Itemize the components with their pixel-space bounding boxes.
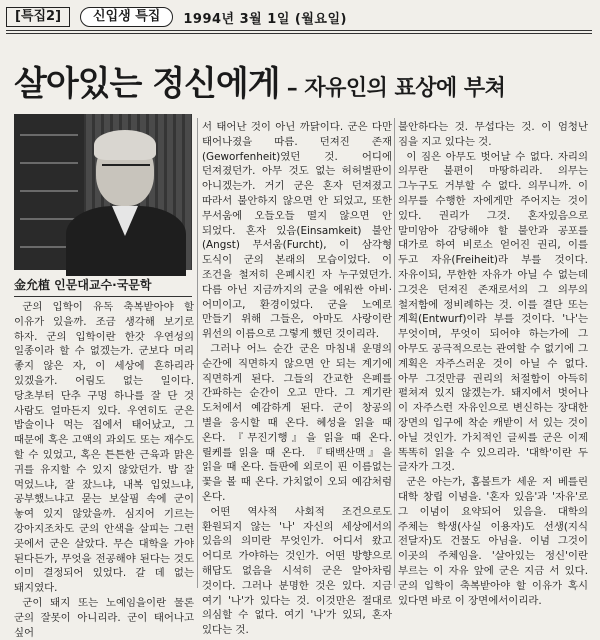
article-column-3 xyxy=(398,120,588,607)
paragraph: 어떤 역사적 사회적 조건으로도 환원되지 않는 '나' 자신의 세상에서의 있음의 의미란 무엇인가. 어디서 왔고 어디로 가야하는 것인가. 어떤 방향으로 해답도 없음을 시석히 군은 알아차림 것이다. 그러나 분명한 것은 있다. 지금 여기 '나'가 있다는 것. 이것만은 절대로 의심할 수 없다. 여기 '나'가 있되, 혼자 있다는 것. xyxy=(202,505,392,637)
section-label: [특집2] xyxy=(6,7,70,27)
author-photo xyxy=(14,114,192,270)
paragraph: 군은 아는가, 홈볼트가 세운 저 베를린 대학 창립 이념을. '혼자 있음'과 '자유'로 그 이념이 요약되어 있음을. 대학의 주체는 학생(사실 이용자)도 선생(지식 전달자)도 건물도 아님을. 이념 그것이 이곳의 주체임을. '살아있는 정신'이란 부르는 이 자유 앞에 군은 지금 서 있다. 군의 입학이 축복받아야 할 이유가 혹시 있다면 바로 이 장면에서이리라. xyxy=(398,476,588,607)
header-rule-double xyxy=(6,33,592,34)
column-divider xyxy=(197,118,198,588)
headline-main: 살아있는 정신에게 xyxy=(14,64,280,104)
paragraph: 그러나 어느 순간 군은 마침내 운명의 순간에 직면하지 않으면 안 되는 계기에 직면하게 된다. 그들의 간교한 은폐를 간파하는 순간이 오고 만다. 그 계기란 도처에서 예감하게 된다. 군이 창공의 별을 응시할 때 온다. 혜성을 읽을 때 온다. 『무진기행』을 읽을 때 온다. 릴케를 읽을 때 온다. 『태백산맥』을 읽을 때 온다. 들판에 외로이 핀 이름없는 꽃을 볼 때 온다. 가치없이 오되 예감처럼 온다. xyxy=(202,342,392,503)
article-column-2 xyxy=(202,120,392,637)
page-header xyxy=(6,6,347,28)
article-column-1 xyxy=(14,300,194,639)
paragraph: 군의 입학이 유독 축복받아야 할 이유가 있을까. 조금 생각해 보기로 하자. 군의 입학이란 한갓 우연성의 일종이라 할 수 없겠는가. 군보다 머리 좋지 않은 자, 이 세상에 흔하리라 있겠을가. 어림도 없는 일이다. 당초부터 단추 구멍 하나를 잘 단 것 사람도 얼마든지 있다. 우연히도 군은 밥술이나 먹는 집에서 태어났고, 그 때문에 혹은 고액의 과외도 또는 재수도 할 수 있었고, 혹은 튼튼한 근육과 맑은 귀를 유지할 수 있지 않았던가. 밥 잘 먹었느냐, 잘 잤느냐, 내복 입었느냐, 공부했느냐고 묻는 보살핌 속에 군이 놓여 있지 않았을까. 심지어 기르는 강아지조차도 군의 안색을 살피는 그런 곳에서 군은 살았다. 무슨 대학을 가야 된다든가, 무엇을 전공해야 된다는 것도 이미 결정되어 있었다. 갈 데 없는 돼지였다. xyxy=(14,301,194,595)
headline-sub: – 자유인의 표상에 부쳐 xyxy=(286,75,506,101)
paragraph: 서 태어난 것이 아닌 까닭이다. 군은 다만 태어나졌을 따름. 던져진 존재(Geworfenheit)였던 것. 어디에 던져졌던가. 아무 것도 없는 허허벌판이 아니겠는가. 거기 군은 혼자 던져졌고 따라서 불안하지 않으면 안 되었고, 또한 무서움에 오들오들 떨지 않으면 안 되었다. 혼자 있음(Einsamkeit) 불안(Angst) 무서움(Furcht), 이 삼각형 도식이 군의 본래의 모습이었다. 이 조건을 철저히 은폐시킨 자 누구였던가. 다름 아닌 지금까지의 군을 에워싼 아비·어미이고, 환경이었다. 군을 노예로 만들기 위해 그들은, 아마도 사랑이란 위선의 이름으로 그렇게 했던 것이리라. xyxy=(202,121,392,341)
header-rule xyxy=(6,30,592,31)
issue-date: 1994년 3월 1일 (월요일) xyxy=(183,11,347,27)
paragraph: 불안하다는 것. 무섭다는 것. 이 엄청난 짐을 지고 있다는 것. xyxy=(398,121,588,148)
byline-rule xyxy=(14,296,192,297)
column-divider xyxy=(394,118,395,588)
paragraph: 군이 돼지 또는 노예임을이란 물론 군의 잘못이 아니리라. 군이 태어나고 싶어 xyxy=(14,596,194,639)
byline: 金允植 인문대교수·국문학 xyxy=(14,278,152,292)
paragraph: 이 짐은 아무도 벗어날 수 없다. 자리의 의무란 불편이 마땅하리라. 의무는 그누구도 거부할 수 없다. 의무니까. 이 의무를 수행한 자에게만 주어지는 것이 있다. 권리가 그것. 혼자있음으로 말미암아 감당해야 할 불안과 공포를 대가로 하여 비로소 얻어진 권리, 이를 두고 자유(Freiheit)라 부를 것이다. 자유이되, 무한한 자유가 아닐 수 없는데 그것은 던져진 존재로서의 그 의무의 철저함에 정비례하는 것. 이를 결단 또는 계획(Entwurf)이라 부를 것이다. '나'는 무엇이며, 무엇이 되어야 하는가에 그 아무도 공극적으로는 관여할 수 없기에 그 계획은 자주스러운 것이 아닐 수 없다. 아무 그것만큼 권리의 처절함이 아득히 펼쳐져 있지 않겠는가. 돼지에서 벗어나 이 자주스런 자유인으로 변신하는 장대한 장면의 입구에 착순 캐받이 서 있는 것이 아닐 것인가. 가치적인 글씨를 군은 이제 똑똑히 읽을 수 있으리라. '대학'이란 두 글자가 그것. xyxy=(398,150,588,474)
headline xyxy=(14,56,594,105)
series-label: 신입생 특집 xyxy=(80,7,173,27)
